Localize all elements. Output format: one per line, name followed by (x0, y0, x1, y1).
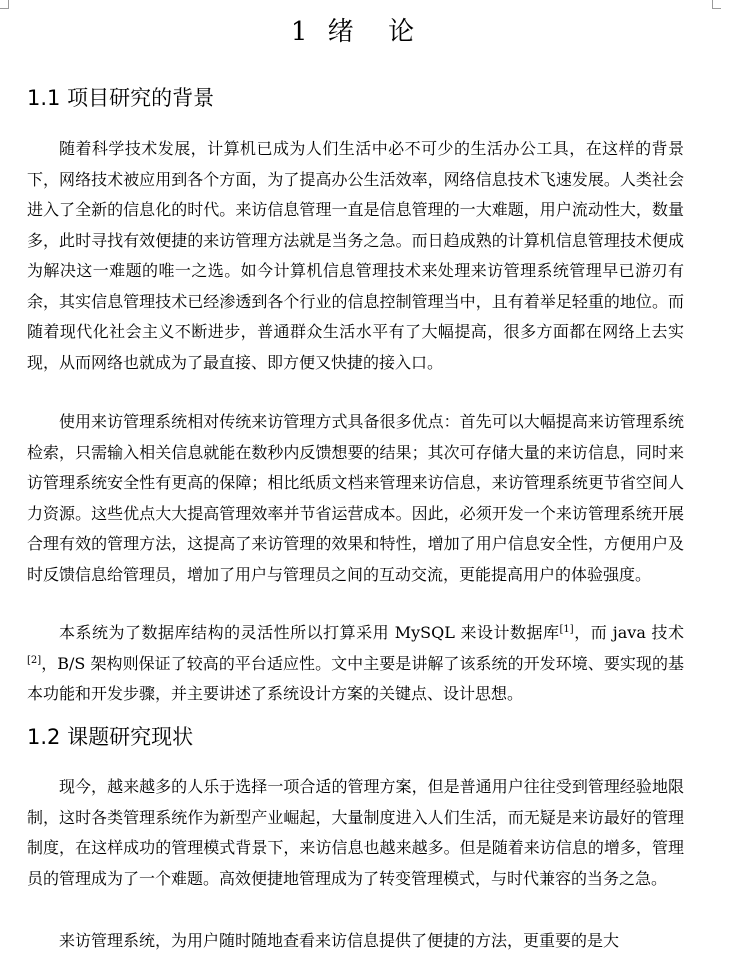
section-heading-current-status: 1.2 课题研究现状 (27, 725, 194, 749)
chapter-title: 1 绪 论 (290, 17, 421, 47)
paragraph-with-citations (27, 618, 684, 710)
section-heading-background: 1.1 项目研究的背景 (27, 86, 215, 110)
page-corner-mark-left (0, 0, 9, 9)
paragraph-text: 本系统为了数据库结构的灵活性所以打算采用 MySQL 来设计数据库 (59, 623, 560, 642)
page-corner-mark-right (712, 0, 721, 9)
paragraph-partial: 来访管理系统，为用户随时随地查看来访信息提供了便捷的方法，更重要的是大 (59, 931, 620, 950)
paragraph: 使用来访管理系统相对传统来访管理方式具备很多优点：首先可以大幅提高来访管理系统检索，只需输入相关信息就能在数秒内反馈想要的结果；其次可存储大量的来访信息，同时来访管理系统安全性有更高的保障；相比纸质文档来管理来访信息，来访管理系统更节省空间人力资源。这些优点大大提高管理效率并节省运营成本。因此，必须开发一个来访管理系统开展合理有效的管理方法，这提高了来访管理的效果和特性，增加了用户信息安全性，方便用户及时反馈信息给管理员，增加了用户与管理员之间的互动交流，更能提高用户的体验强度。 (27, 412, 684, 584)
citation-2: [2] (27, 654, 42, 666)
paragraph: 随着科学技术发展，计算机已成为人们生活中必不可少的生活办公工具，在这样的背景下，网络技术被应用到各个方面，为了提高办公生活效率，网络信息技术飞速发展。人类社会进入了全新的信息化的时代。来访信息管理一直是信息管理的一大难题，用户流动性大，数量多，此时寻找有效便捷的来访管理方法就是当务之急。而日趋成熟的计算机信息管理技术便成为解决这一难题的唯一之选。如今计算机信息管理技术来处理来访管理系统管理早已游刃有余，其实信息管理技术已经渗透到各个行业的信息控制管理当中，且有着举足轻重的地位。而随着现代化社会主义不断进步，普通群众生活水平有了大幅提高，很多方面都在网络上去实现，从而网络也就成为了最直接、即方便又快捷的接入口。 (27, 139, 684, 372)
citation-1: [1] (559, 624, 574, 635)
paragraph: 现今，越来越多的人乐于选择一项合适的管理方案，但是普通用户往往受到管理经验地限制，这时各类管理系统作为新型产业崛起，大量制度进入人们生活，而无疑是来访最好的管理制度，在这样成功的管理模式背景下，来访信息也越来越多。但是随着来访信息的增多，管理员的管理成为了一个难题。高效便捷地管理成为了转变管理模式，与时代兼容的当务之急。 (27, 777, 684, 888)
paragraph-text: ，B/S 架构则保证了较高的平台适应性。文中主要是讲解了该系统的开发环境、要实现的基本功能和开发步骤，并主要讲述了系统设计方案的关键点、设计思想。 (27, 653, 684, 703)
paragraph-text: ，而 java 技术 (573, 623, 684, 642)
